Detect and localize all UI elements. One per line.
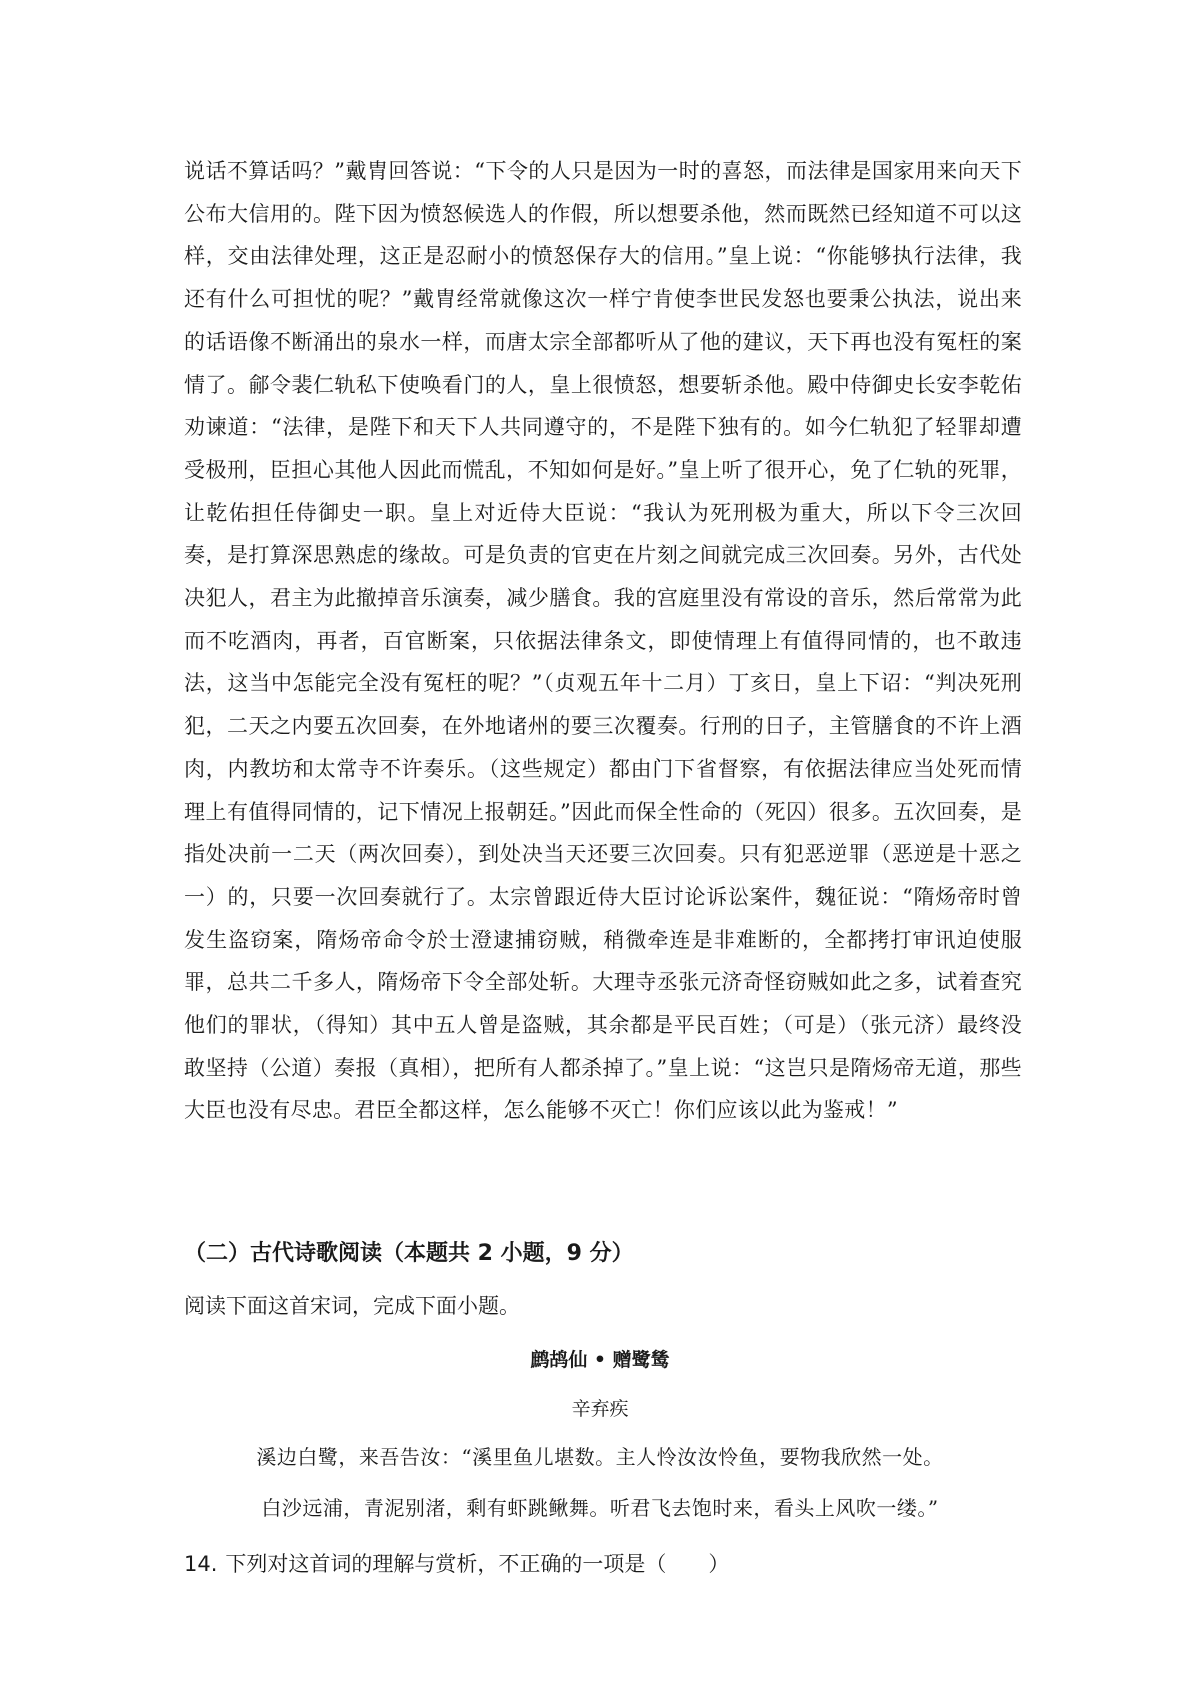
passage-translation-text: 说话不算话吗？”戴胄回答说：“下令的人只是因为一时的喜怒，而法律是国家用来向天下公布大信用的。陛下因为愤怒候选人的作假，所以想要杀他，然而既然已经知道不可以这样，交由法律处理，这正是忍耐小的愤怒保存大的信用。”皇上说：“你能够执行法律，我还有什么可担忧的呢？”戴胄经常就像这次一样宁肯使李世民发怒也要秉公执法，说出来的话语像不断涌出的泉水一样，而唐太宗全部都听从了他的建议，天下再也没有冤枉的案情了。鄃令裴仁轨私下使唤看门的人，皇上很愤怒，想要斩杀他。殿中侍御史长安李乾佑劝谏道：“法律，是陛下和天下人共同遵守的，不是陛下独有的。如今仁轨犯了轻罪却遭受极刑，臣担心其他人因此而慌乱，不知如何是好。”皇上听了很开心，免了仁轨的死罪，让乾佑担任侍御史一职。皇上对近侍大臣说：“我认为死刑极为重大，所以下令三次回奏，是打算深思熟虑的缘故。可是负责的官吏在片刻之间就完成三次回奏。另外，古代处决犯人，君主为此撤掉音乐演奏，减少膳食。我的宫庭里没有常设的音乐，然后常常为此而不吃酒肉，再者，百官断案，只依据法律条文，即使情理上有值得同情的，也不敢违法，这当中怎能完全没有冤枉的呢？”（贞观五年十二月）丁亥日，皇上下诏：“判决死刑犯，二天之内要五次回奏，在外地诸州的要三次覆奏。行刑的日子，主管膳食的不许上酒肉，内教坊和太常寺不许奏乐。（这些规定）都由门下省督察，有依据法律应当处死而情理上有值得同情的，记下情况上报朝廷。”因此而保全性命的（死囚）很多。五次回奏，是指处决前一二天（两次回奏），到处决当天还要三次回奏。只有犯恶逆罪（恶逆是十恶之一）的，只要一次回奏就行了。太宗曾跟近侍大臣讨论诉讼案件，魏征说：“隋炀帝时曾发生盗窃案，隋炀帝命令於士澄逮捕窃贼，稍微牵连是非难断的，全都拷打审讯迫使服罪，总共二千多人，隋炀帝下令全部处斩。大理寺丞张元济奇怪窃贼如此之多，试着查究他们的罪状，（得知）其中五人曾是盗贼，其余都是平民百姓；（可是）（张元济）最终没敢坚持（公道）奏报（真相），把所有人都杀掉了。”皇上说：“这岂只是隋炀帝无道，那些大臣也没有尽忠。君臣全都这样，怎么能够不灭亡！你们应该以此为鉴戒！” (184, 159, 1022, 1123)
poem-line: 白沙远浦，青泥别渚，剩有虾跳鳅舞。听君飞去饱时来，看头上风吹一缕。” (261, 1496, 939, 1520)
section-title: （二）古代诗歌阅读（本题共 2 小题，9 分） (184, 1241, 634, 1266)
section-instruction: 阅读下面这首宋词，完成下面小题。 (184, 1294, 520, 1318)
question-number: 14. (184, 1552, 218, 1576)
poem-author: 辛弃疾 (571, 1398, 629, 1420)
question-text: 下列对这首词的理解与赏析，不正确的一项是（ ） (225, 1552, 730, 1576)
poem-line: 溪边白鹭，来吾告汝：“溪里鱼儿堪数。主人怜汝汝怜鱼，要物我欣然一处。 (256, 1445, 944, 1469)
poem-title: 鹧鸪仙 • 赠鹭鸶 (530, 1349, 670, 1371)
question-14 (184, 1548, 1084, 1580)
